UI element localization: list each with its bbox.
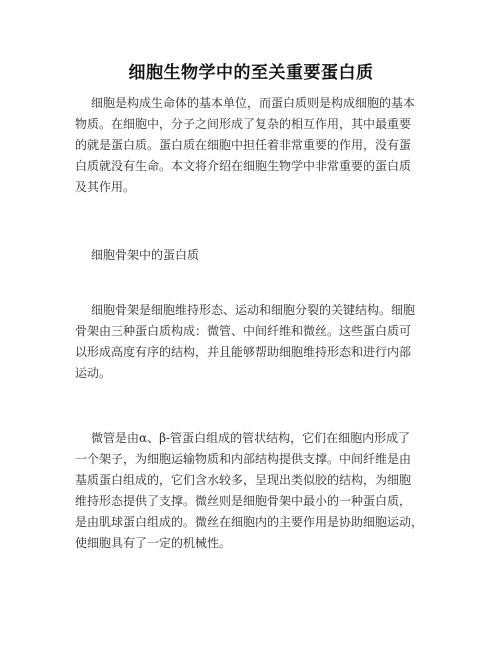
paragraph-line: 一个架子，为细胞运输物质和内部结构提供支撑。中间纤维是由: [75, 452, 412, 466]
intro-line: 白质就没有生命。本文将介绍在细胞生物学中非常重要的蛋白质: [75, 159, 412, 173]
paragraph-line: 微管是由α、β-管蛋白组成的管状结构，它们在细胞内形成了: [91, 431, 411, 445]
paragraph-line: 细胞骨架是细胞维持形态、运动和细胞分裂的关键结构。细胞: [91, 303, 416, 317]
intro-line: 物质。在细胞中，分子之间形成了复杂的相互作用，其中最重要: [75, 117, 412, 131]
intro-line: 细胞是构成生命体的基本单位，而蛋白质则是构成细胞的基本: [91, 96, 416, 110]
cytoskeleton-paragraph: [75, 300, 455, 384]
paragraph-line: 骨架由三种蛋白质构成：微管、中间纤维和微丝。这些蛋白质可: [75, 324, 412, 338]
protein-types-paragraph: [75, 428, 455, 554]
section-heading: 细胞骨架中的蛋白质: [91, 248, 200, 262]
paragraph-line: 维持形态提供了支撑。微丝则是细胞骨架中最小的一种蛋白质，: [75, 494, 412, 508]
paragraph-line: 以形成高度有序的结构，并且能够帮助细胞维持形态和进行内部: [75, 345, 412, 359]
paragraph-line: 使细胞具有了一定的机械性。: [75, 536, 232, 550]
intro-line: 及其作用。: [75, 180, 136, 194]
intro-line: 的就是蛋白质。蛋白质在细胞中担任着非常重要的作用，没有蛋: [75, 138, 412, 152]
intro-paragraph: [75, 93, 455, 198]
paragraph-line: 基质蛋白组成的，它们含水较多，呈现出类似胶的结构，为细胞: [75, 473, 412, 487]
paragraph-line: 运动。: [75, 366, 112, 380]
paragraph-line: 是由肌球蛋白组成的。微丝在细胞内的主要作用是协助细胞运动，: [75, 515, 424, 529]
document-title: 细胞生物学中的至关重要蛋白质: [128, 63, 374, 83]
